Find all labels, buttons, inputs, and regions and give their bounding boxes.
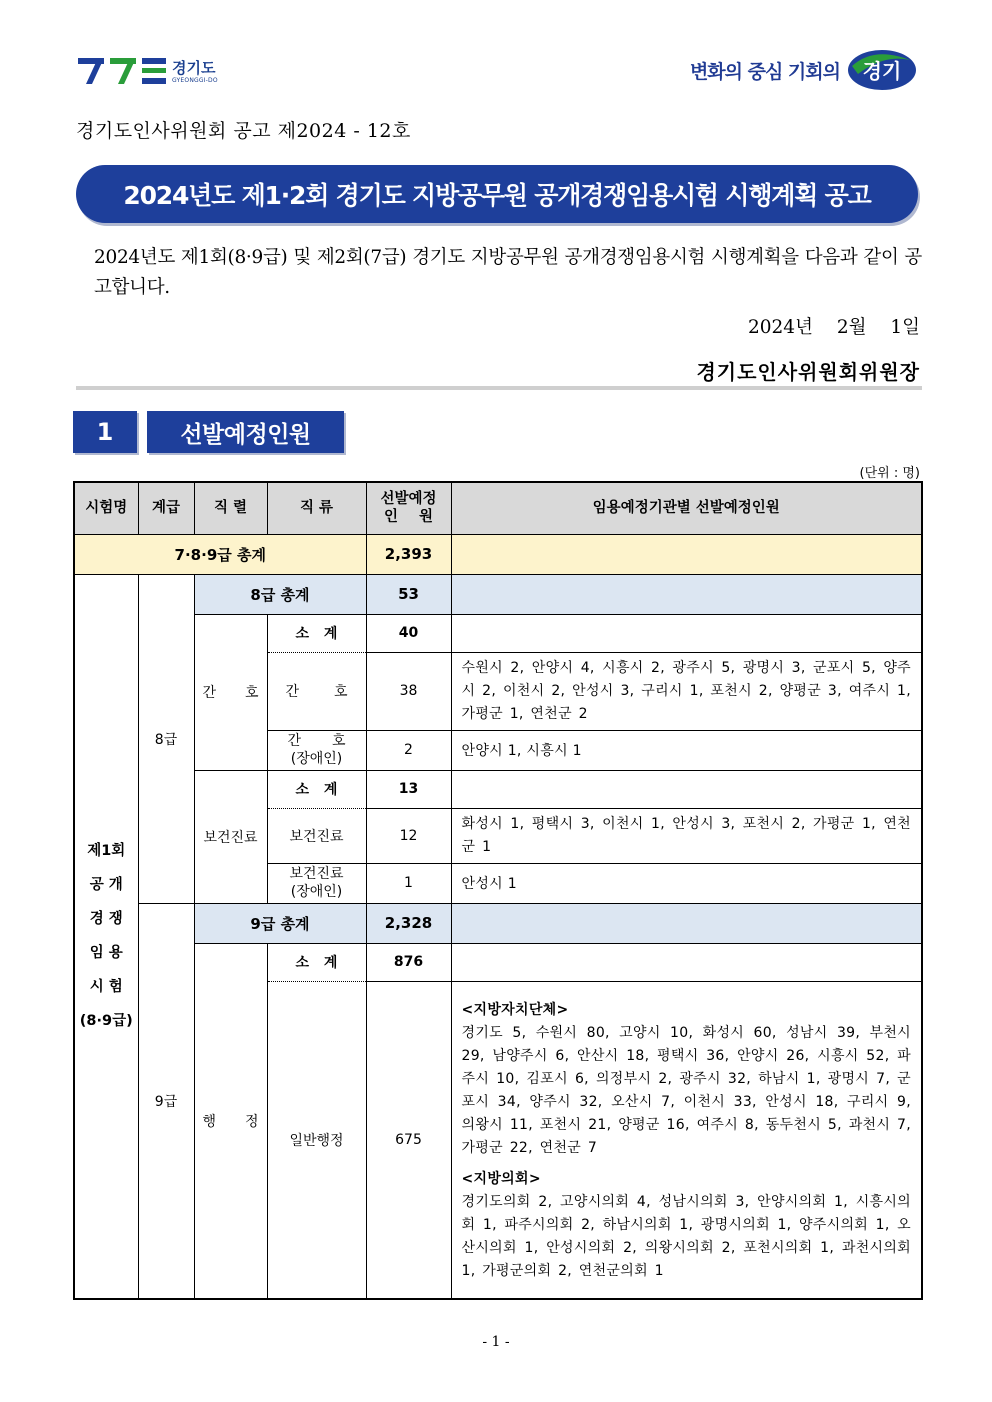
page-title: 2024년도 제1·2회 경기도 지방공무원 공개경쟁임용시험 시행계획 공고 [123, 181, 871, 210]
unit-label: (단위 : 명) [859, 466, 920, 481]
nursing-disabled-char: 호 [331, 733, 346, 749]
exam-name-line: 제1회 [87, 843, 126, 860]
section-title: 선발예정인원 [147, 411, 344, 453]
health-series-cell: 보건진료 [194, 770, 267, 903]
local-council-list: 경기도의회 2, 고양시의회 4, 성남시의회 3, 안양시의회 1, 시흥시의회 1, 파주시의회 2, 하남시의회 1, 광명시의회 1, 양주시의회 1, 오산시의회 1, 안성시의회 2, 의왕시의회 2, 포천시의회 1, 과천시의회 1, 가평군의회 2, 연천군의회 1 [461, 1193, 911, 1279]
logo-english-text: GYEONGGI-DO [172, 77, 218, 84]
admin-series-cell [194, 943, 267, 1299]
health-disabled-value: 1 [366, 863, 451, 903]
header-exam: 시험명 [74, 482, 138, 534]
slogan-text: 변화의 중심 기회의 [689, 60, 840, 83]
health-detail: 화성시 1, 평택시 3, 이천시 1, 안성시 3, 포천시 2, 가평군 1, 연천군 1 [451, 808, 922, 863]
grand-total-value: 2,393 [366, 534, 451, 574]
nursing-disabled-note: (장애인) [290, 751, 343, 767]
signer: 경기도인사위원회위원장 [696, 360, 920, 384]
admin-subtotal-label: 소 계 [267, 943, 366, 981]
admin-detail [451, 981, 922, 1299]
nursing-disabled-char: 간 [287, 733, 302, 749]
exam-name-line: (8·9급) [79, 1013, 133, 1030]
health-subtotal-label: 소 계 [267, 770, 366, 808]
exam-name-line: 시 험 [89, 979, 123, 996]
admin-value: 675 [366, 981, 451, 1299]
nursing-series-char: 호 [244, 685, 259, 701]
grade9-total-row [74, 903, 922, 943]
health-disabled-detail: 안성시 1 [451, 863, 922, 903]
nursing-disabled-value: 2 [366, 730, 451, 770]
selection-table [73, 481, 923, 1300]
nursing-disabled-class [267, 730, 366, 770]
grand-total-label: 7·8·9급 총계 [74, 534, 366, 574]
nursing-detail: 수원시 2, 안양시 4, 시흥시 2, 광주시 5, 광명시 3, 군포시 5, 양주시 2, 이천시 2, 안성시 3, 구리시 1, 포천시 2, 양평군 3, 여주시 1, 가평군 1, 연천군 2 [451, 652, 922, 730]
admin-subtotal-detail [451, 943, 922, 981]
health-subtotal-row [74, 770, 922, 808]
nursing-class-char: 간 [285, 684, 300, 700]
section-number: 1 [73, 411, 137, 453]
health-disabled-class-name: 보건진료 [289, 866, 344, 882]
nursing-series-char: 간 [202, 685, 217, 701]
header-series: 직 렬 [194, 482, 267, 534]
slogan-badge-icon [844, 48, 918, 92]
nursing-series-cell [194, 614, 267, 770]
notice-number: 경기도인사위원회 공고 제2024 - 12호 [76, 120, 411, 142]
local-gov-title: <지방자치단체> [461, 1001, 569, 1018]
health-disabled-note: (장애인) [290, 884, 343, 900]
health-disabled-class [267, 863, 366, 903]
header-planned-line2: 인 원 [383, 509, 434, 526]
admin-series-char: 정 [244, 1113, 259, 1130]
grade8-total-detail [451, 574, 922, 614]
divider [76, 386, 922, 390]
grade9-total-detail [451, 903, 922, 943]
nursing-subtotal-label: 소 계 [267, 614, 366, 652]
admin-series-char: 행 [202, 1113, 217, 1130]
grade9-total-label: 9급 총계 [194, 903, 366, 943]
header-by-agency: 임용예정기관별 선발예정인원 [451, 482, 922, 534]
exam-name-line: 공 개 [89, 877, 123, 894]
local-council-title: <지방의회> [461, 1170, 541, 1187]
health-subtotal-value: 13 [366, 770, 451, 808]
nursing-class-char: 호 [333, 684, 348, 700]
header-planned-line1: 선발예정 [380, 491, 437, 508]
health-class: 보건진료 [267, 808, 366, 863]
nursing-class [267, 652, 366, 730]
nursing-value: 38 [366, 652, 451, 730]
intro-paragraph: 2024년도 제1회(8·9급) 및 제2회(7급) 경기도 지방공무원 공개경쟁임용시험 시행계획을 다음과 같이 공고합니다. [94, 247, 922, 298]
admin-subtotal-value: 876 [366, 943, 451, 981]
exam-name-cell [74, 574, 138, 1299]
health-subtotal-detail [451, 770, 922, 808]
table-header-row [74, 482, 922, 534]
grand-total-row [74, 534, 922, 574]
grade9-cell: 9급 [138, 903, 194, 1299]
slogan [690, 48, 918, 92]
health-value: 12 [366, 808, 451, 863]
nursing-subtotal-value: 40 [366, 614, 451, 652]
gyeonggi-logo [78, 54, 218, 90]
nursing-subtotal-row [74, 614, 922, 652]
grade9-total-value: 2,328 [366, 903, 451, 943]
grade8-total-row [74, 574, 922, 614]
nursing-disabled-detail: 안양시 1, 시흥시 1 [451, 730, 922, 770]
header-planned [366, 482, 451, 534]
page-number: - 1 - [482, 1334, 510, 1350]
admin-class: 일반행정 [267, 981, 366, 1299]
slogan-badge-text: 경기 [862, 59, 902, 83]
admin-subtotal-row [74, 943, 922, 981]
grade8-total-label: 8급 총계 [194, 574, 366, 614]
title-banner [76, 165, 918, 223]
nursing-subtotal-detail [451, 614, 922, 652]
local-gov-list: 경기도 5, 수원시 80, 고양시 10, 화성시 60, 성남시 39, 부천시 29, 남양주시 6, 안산시 18, 평택시 36, 안양시 26, 시흥시 52, 파주시 10, 김포시 6, 의정부시 2, 광주시 32, 하남시 1, 광명시 7, 군포시 34, 양주시 32, 오산시 7, 이천시 33, 안성시 18, 구리시 9, 의왕시 11, 포천시 21, 양평군 16, 여주시 8, 동두천시 5, 과천시 7, 가평군 22, 연천군 7 [461, 1024, 911, 1156]
gyeonggi-logo-icon [78, 54, 168, 90]
header-class: 직 류 [267, 482, 366, 534]
grade8-cell: 8급 [138, 574, 194, 903]
notice-date: 2024년 2월 1일 [748, 317, 920, 338]
header-grade: 계급 [138, 482, 194, 534]
exam-name-line: 임 용 [89, 945, 123, 962]
logo-korean-text: 경기도 [172, 59, 216, 77]
grand-total-detail [451, 534, 922, 574]
grade8-total-value: 53 [366, 574, 451, 614]
exam-name-line: 경 쟁 [89, 911, 123, 928]
